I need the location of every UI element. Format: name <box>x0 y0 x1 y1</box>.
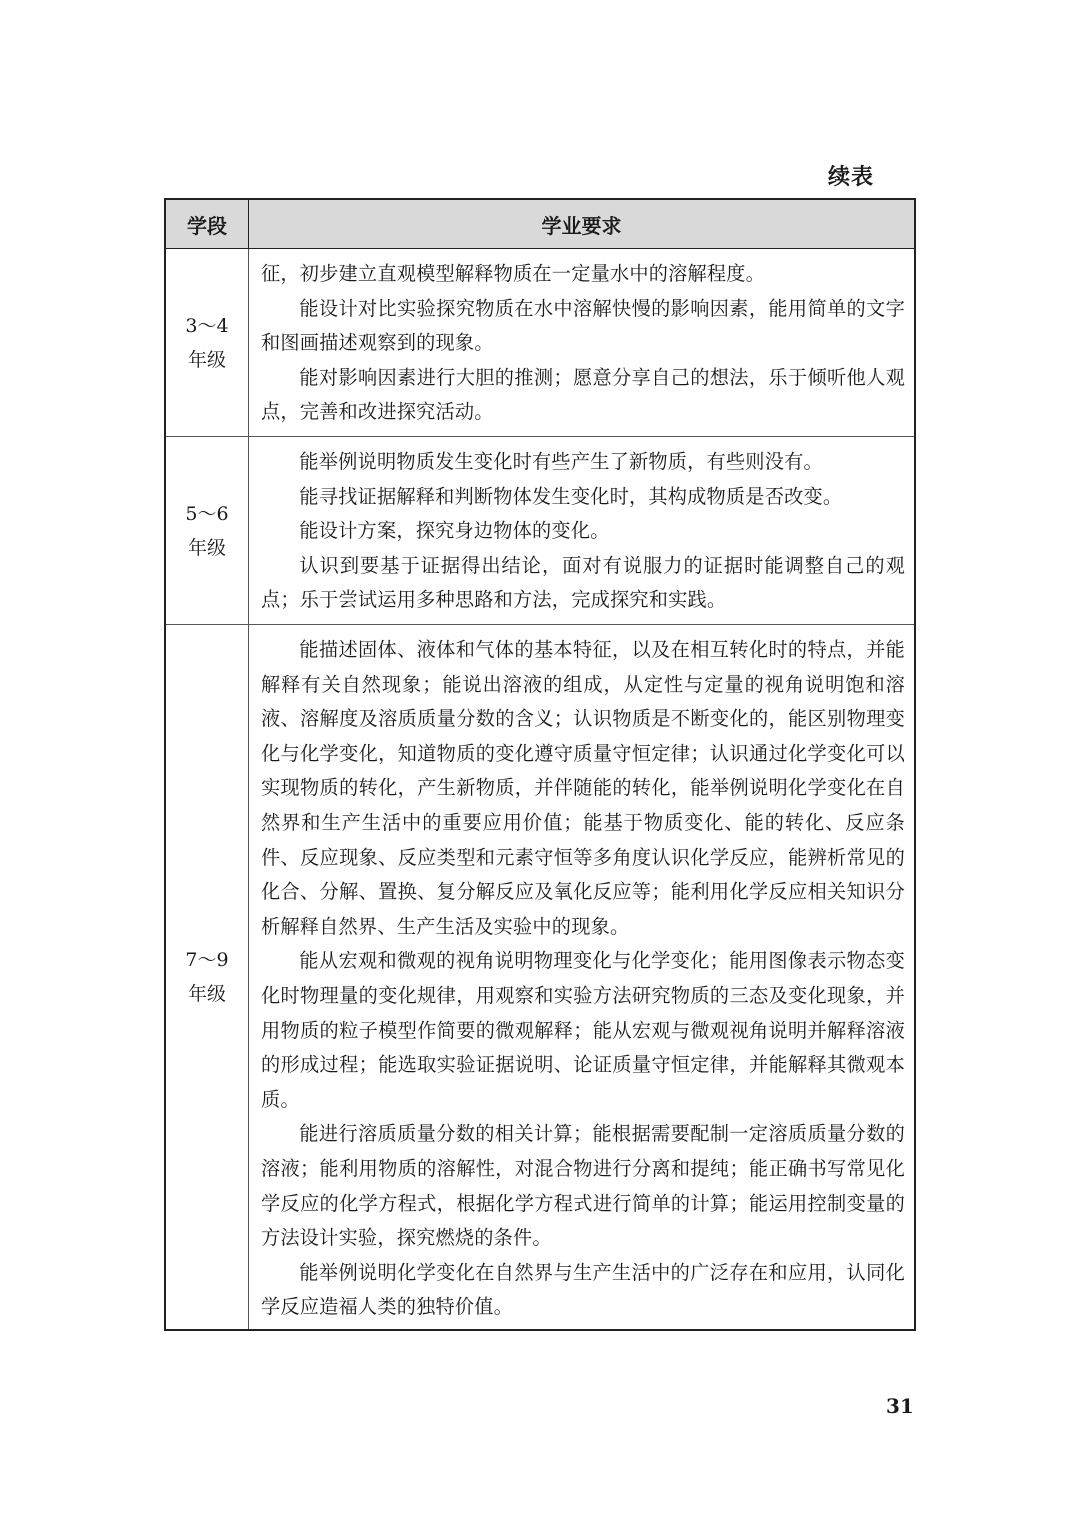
requirement-paragraph: 能对影响因素进行大胆的推测；愿意分享自己的想法，乐于倾听他人观点，完善和改进探究活动。 <box>261 365 905 424</box>
requirement-paragraph: 能设计对比实验探究物质在水中溶解快慢的影响因素，能用简单的文字和图画描述观察到的现象。 <box>261 296 905 355</box>
column-header-requirements: 学业要求 <box>249 199 916 249</box>
stage-range: 7～9 <box>185 948 229 971</box>
requirements-cell <box>249 437 916 625</box>
stage-cell <box>165 437 249 625</box>
requirement-paragraph: 能设计方案，探究身边物体的变化。 <box>299 519 610 543</box>
academic-requirements-table <box>164 198 916 1331</box>
requirement-paragraph: 能进行溶质质量分数的相关计算；能根据需要配制一定溶质质量分数的溶液；能利用物质的溶解性，对混合物进行分离和提纯；能正确书写常见化学反应的化学方程式，根据化学方程式进行简单的计算；能运用控制变量的方法设计实验，探究燃烧的条件。 <box>261 1122 905 1250</box>
stage-range: 5～6 <box>185 502 229 525</box>
column-header-stage: 学段 <box>165 199 249 249</box>
requirement-paragraph: 征，初步建立直观模型解释物质在一定量水中的溶解程度。 <box>261 262 766 285</box>
table-row <box>165 249 915 437</box>
requirements-cell <box>249 249 916 437</box>
requirement-paragraph: 能举例说明物质发生变化时有些产生了新物质，有些则没有。 <box>299 450 823 473</box>
page-number: 31 <box>886 1394 914 1418</box>
continued-table-label: 续表 <box>828 165 875 190</box>
requirement-paragraph: 能举例说明化学变化在自然界与生产生活中的广泛存在和应用，认同化学反应造福人类的独特价值。 <box>261 1260 905 1319</box>
table-row <box>165 625 915 1330</box>
table-row <box>165 437 915 625</box>
stage-unit: 年级 <box>187 536 226 559</box>
stage-cell <box>165 249 249 437</box>
requirement-paragraph: 能寻找证据解释和判断物体发生变化时，其构成物质是否改变。 <box>299 484 843 508</box>
stage-unit: 年级 <box>187 982 226 1005</box>
stage-cell <box>165 625 249 1330</box>
stage-unit: 年级 <box>187 348 226 371</box>
requirement-paragraph: 能描述固体、液体和气体的基本特征，以及在相互转化时的特点，并能解释有关自然现象；能说出溶液的组成，从定性与定量的视角说明饱和溶液、溶解度及溶质质量分数的含义；认识物质是不断变化的，能区别物理变化与化学变化，知道物质的变化遵守质量守恒定律；认识通过化学变化可以实现物质的转化，产生新物质，并伴随能的转化，能举例说明化学变化在自然界和生产生活中的重要应用价值；能基于物质变化、能的转化、反应条件、反应现象、反应类型和元素守恒等多角度认识化学反应，能辨析常见的化合、分解、置换、复分解反应及氧化反应等；能利用化学反应相关知识分析解释自然界、生产生活及实验中的现象。 <box>261 638 905 938</box>
requirement-paragraph: 认识到要基于证据得出结论，面对有说服力的证据时能调整自己的观点；乐于尝试运用多种思路和方法，完成探究和实践。 <box>261 553 905 612</box>
requirement-paragraph: 能从宏观和微观的视角说明物理变化与化学变化；能用图像表示物态变化时物理量的变化规律，用观察和实验方法研究物质的三态及变化现象，并用物质的粒子模型作简要的微观解释；能从宏观与微观视角说明并解释溶液的形成过程；能选取实验证据说明、论证质量守恒定律，并能解释其微观本质。 <box>261 949 905 1111</box>
requirements-cell <box>249 625 916 1330</box>
stage-range: 3～4 <box>185 314 229 337</box>
table-header-row <box>165 199 915 249</box>
